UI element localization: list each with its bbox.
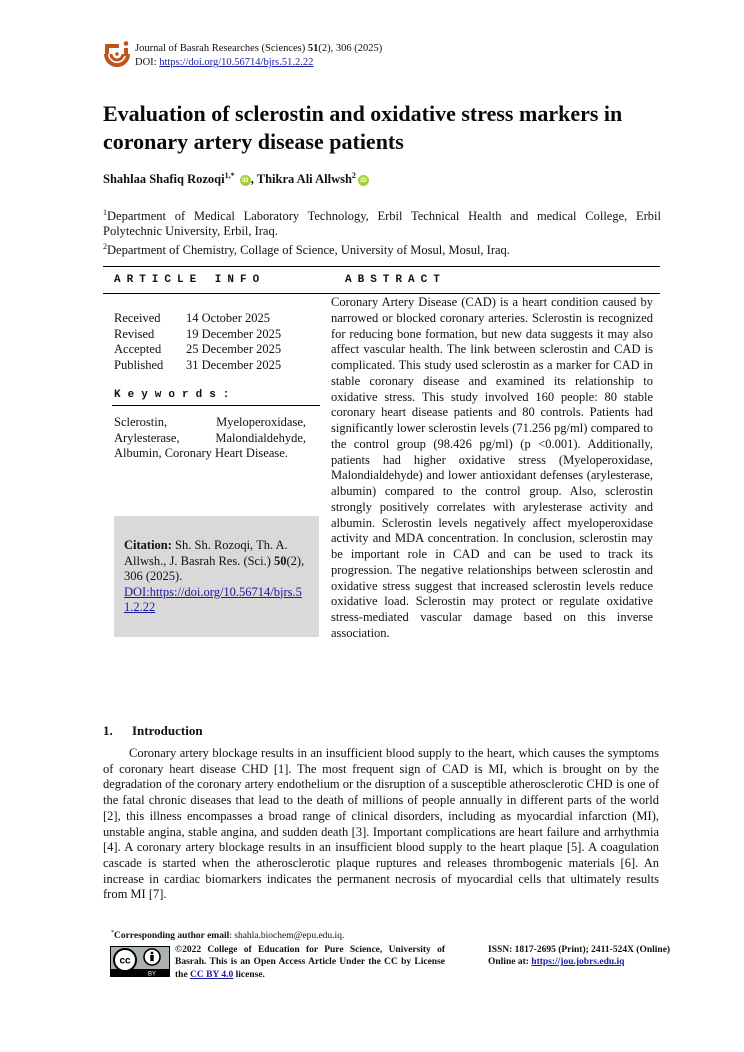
svg-text:BY: BY [147, 971, 157, 977]
article-info-heading: ARTICLE INFO [114, 274, 266, 286]
cc-by-license-link[interactable]: CC BY 4.0 [190, 969, 234, 980]
issn-text: ISSN: 1817-2695 (Print); 2411-524X (Online) [488, 945, 671, 955]
corresponding-author: *Corresponding author email: shahla.biochem@epu.edu.iq. [111, 930, 345, 942]
citation-doi-link[interactable]: DOI:https://doi.org/10.56714/bjrs.51.2.22 [124, 584, 302, 614]
abstract-heading: ABSTRACT [345, 274, 446, 286]
date-received: Received 14 October 2025 [114, 311, 271, 325]
top-divider [103, 266, 660, 267]
online-at: Online at: https://jou.jobrs.edu.iq [488, 957, 625, 968]
keyword: Myeloperoxidase, [216, 415, 306, 429]
keywords-heading: Keywords: [114, 389, 237, 401]
author-name: Shahlaa Shafiq Rozoqi [103, 172, 225, 187]
orcid-icon[interactable]: iD [240, 175, 251, 186]
doi-link[interactable]: https://doi.org/10.56714/bjrs.51.2.22 [159, 57, 314, 68]
journal-website-link[interactable]: https://jou.jobrs.edu.iq [531, 957, 625, 968]
citation-label: Citation: [124, 538, 172, 552]
svg-text:cc: cc [119, 955, 131, 967]
keyword: Sclerostin, [114, 415, 168, 429]
affiliations [103, 205, 661, 258]
orcid-icon[interactable]: iD [358, 175, 369, 186]
journal-doi-line: DOI: https://doi.org/10.56714/bjrs.51.2.22 [135, 57, 314, 68]
keywords-divider [112, 405, 320, 406]
affiliation-2: $^2$Department of Chemistry, Collage of Science, University of Mosul, Mosul, Iraq. [103, 242, 510, 258]
page-title: Evaluation of sclerostin and oxidative stress markers in coronary artery disease patients [103, 101, 623, 154]
affiliation-1: $^1$Department of Medical Laboratory Technology, Erbil Technical Health and medical College, Erbil Polytechnic University, Erbil, Iraq. [103, 208, 661, 239]
license-statement: ©2022 College of Education for Pure Science, University of Basrah. This is an Open Access Article Under the CC by License the CC BY 4.0 license. [175, 945, 445, 980]
keywords-list [114, 415, 306, 462]
date-published: Published 31 December 2025 [114, 358, 282, 373]
author-list: Shahlaa Shafiq Rozoqi$^{1,*}$ iD , Thikra Ali Allwsh$^2$iD [103, 171, 369, 187]
journal-logo-icon [103, 40, 131, 70]
article-dates [114, 311, 281, 374]
cc-by-license-icon[interactable] [110, 946, 170, 977]
abstract-text: Coronary Artery Disease (CAD) is a heart condition caused by narrowed or blocked coronary arteries. Sclerostin is recognized for reducing bone formation, but new data suggests it may also affect vascular health. The link between sclerostin and CAD is complicated. This study used sclerostin as a marker for CAD in stable coronary disease and examined its relationship to oxidative stress. This study involved 160 people: 80 stable coronary heart disease patients and 80 controls. Patients had significantly lower sclerostin levels (71.256 pg/ml) compared to the control group (98.426 pg/ml) (p <0.001). Additionally, patients had higher oxidative stress (Myeloperoxidase, Malondialdehyde) and lower antioxidant defenses (arylesterase, albumin) compared to the control group. Also, sclerostin strongly positively correlates with arylesterase activity and albumin. Sclerostin levels negatively affect myeloperoxidase activity and MDA concentration. In conclusion, sclerostin may be important role in CAD and can be used to track its progression. The negative relationships between sclerostin and oxidative stress suggest that increased sclerostin levels reduce oxidative load. Sclerostin may protect or regulate oxidative stress-mediated vascular damage based on this inverse association. [331, 295, 653, 640]
keyword: Malondialdehyde, [215, 430, 306, 445]
section-heading-introduction: 1. Introduction [103, 723, 203, 738]
introduction-paragraph: Coronary artery blockage results in an insufficient blood supply to the heart, which causes the symptoms of coronary heart disease CHD [1]. The most frequent sign of CAD is MI, which is brought on by the degradation of the coronary artery endothelium or the disruption of a susceptible atherosclerotic CHD is one of the fatal chronic diseases that lead to the death of millions of people annually in different parts of the world [2], this illness encompasses a broad range of clinical disorders, including as myocardial infarction (MI), unstable angina, stable angina, and sudden death [3]. Important complications are heart failure and arrhythmia [4]. A coronary artery blockage results in an insufficient blood supply to the heart plaque [5]. A coagulation cascade is started when the atherosclerotic plaque ruptures and releases thrombogenic materials [6]. An increase in cardiac biomarkers indicates the permanent necrosis of myocardial cells that ultimately results from MI [7]. [103, 746, 659, 902]
journal-volume: 51 [307, 43, 319, 54]
header-divider [103, 293, 660, 294]
date-accepted: Accepted 25 December 2025 [114, 342, 282, 357]
corresponding-email: : shahla.biochem@epu.edu.iq. [229, 931, 345, 942]
journal-citation-line: Journal of Basrah Researches (Sciences) 51(2), 306 (2025) [135, 43, 383, 54]
date-revised: Revised 19 December 2025 [114, 326, 282, 341]
keyword: Albumin, Coronary Heart Disease. [114, 446, 288, 461]
issn-block [488, 944, 670, 969]
author-name: Thikra Ali Allwsh [256, 172, 352, 187]
citation-box: Citation: Sh. Sh. Rozoqi, Th. A. Allwsh., J. Basrah Res. (Sci.) 50(2), 306 (2025). DOI:https://doi.org/10.56714/bjrs.51.2.22 [114, 516, 319, 637]
keyword: Arylesterase, [114, 430, 180, 445]
journal-header [135, 42, 382, 70]
